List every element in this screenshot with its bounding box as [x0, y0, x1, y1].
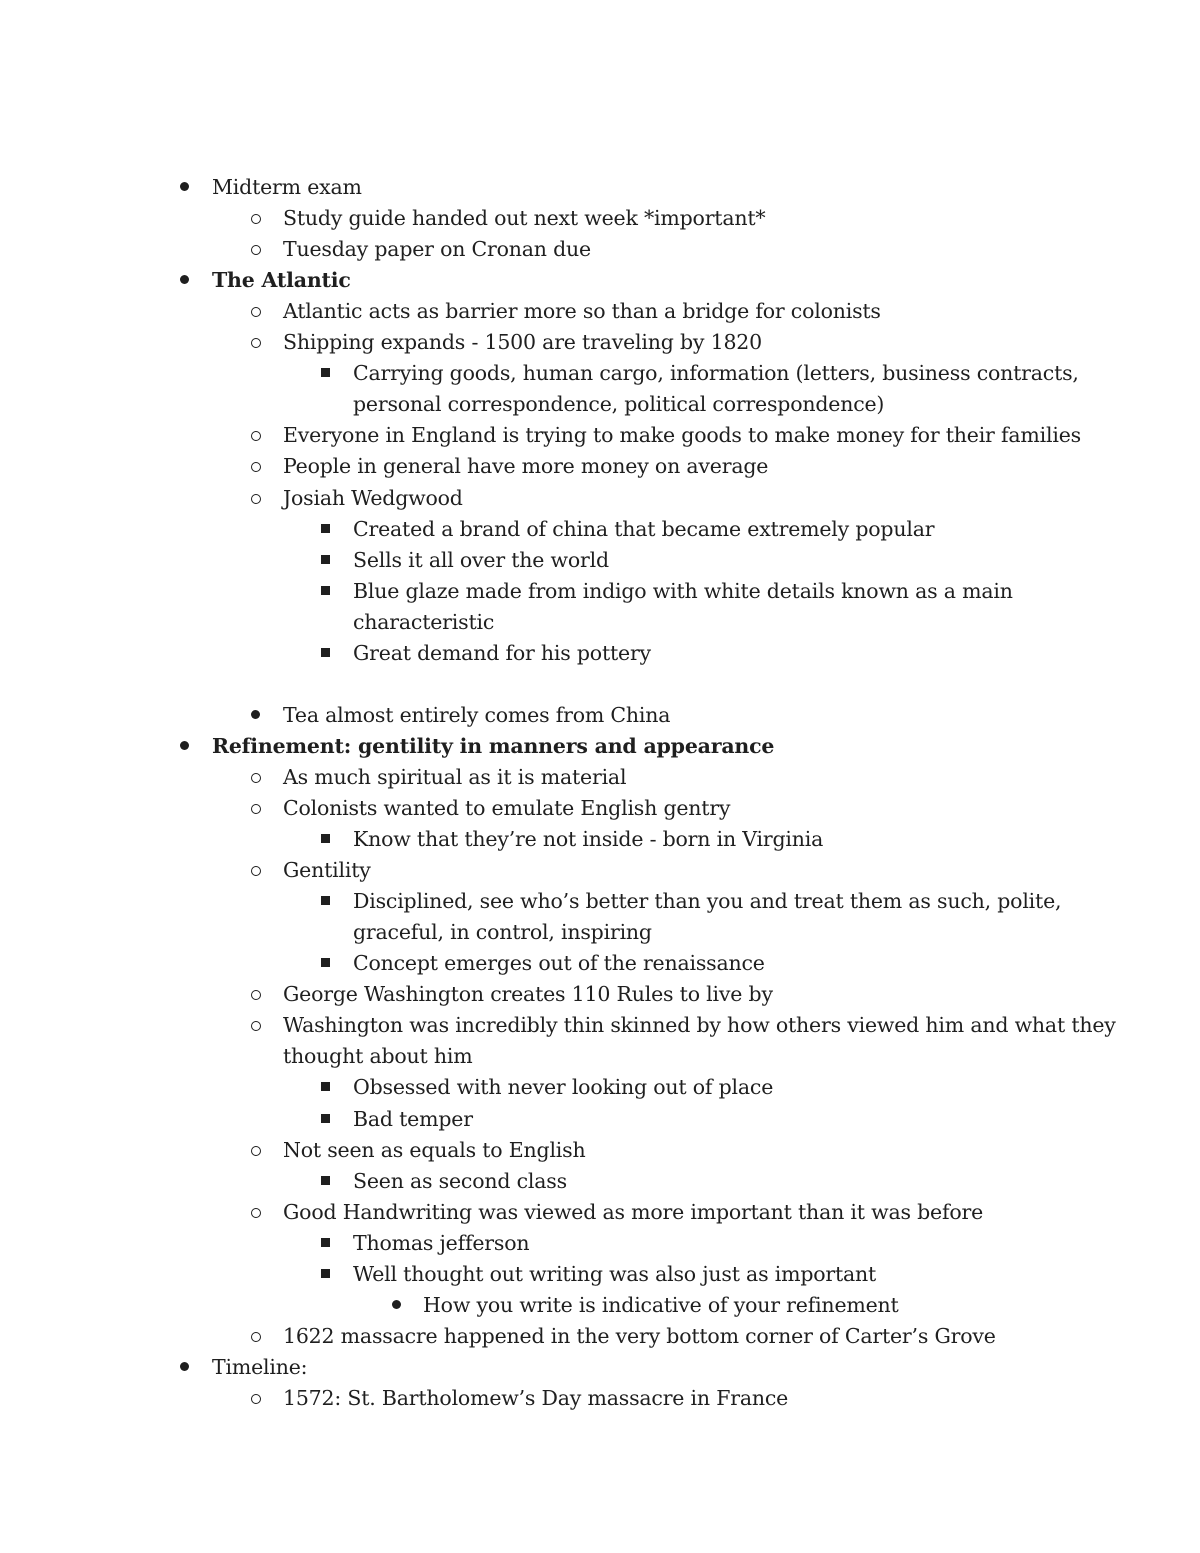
- circle-bullet-icon: [251, 773, 261, 783]
- circle-bullet-icon: [251, 431, 261, 441]
- circle-bullet-icon: [251, 494, 261, 504]
- disc-bullet-icon: [180, 1362, 189, 1371]
- list-item-text: Seen as second class: [353, 1168, 567, 1193]
- square-bullet-icon: [321, 1114, 330, 1123]
- list-item-text: As much spiritual as it is material: [283, 764, 627, 789]
- circle-bullet-icon: [251, 804, 261, 814]
- square-bullet-icon: [321, 834, 330, 843]
- circle-bullet-icon: [251, 1208, 261, 1218]
- list-item-text: People in general have more money on average: [283, 454, 769, 479]
- list-item-text: Thomas jefferson: [353, 1230, 530, 1255]
- list-item-text: Carrying goods, human cargo, information (letters, business contracts,: [353, 361, 1079, 386]
- disc-bullet-icon: [392, 1300, 401, 1309]
- list-item-text: characteristic: [353, 609, 495, 634]
- list-item-text: 1572: St. Bartholomew’s Day massacre in France: [283, 1385, 789, 1410]
- square-bullet-icon: [321, 1082, 330, 1091]
- list-item-text: Midterm exam: [212, 175, 362, 199]
- square-bullet-icon: [321, 368, 330, 377]
- list-item-text: Everyone in England is trying to make goods to make money for their families: [283, 423, 1081, 448]
- square-bullet-icon: [321, 1269, 330, 1278]
- list-item-text: Refinement: gentility in manners and appearance: [212, 733, 775, 758]
- square-bullet-icon: [321, 648, 330, 657]
- disc-bullet-icon: [251, 710, 260, 719]
- list-item-text: Know that they’re not inside - born in Virginia: [353, 827, 824, 852]
- circle-bullet-icon: [251, 462, 261, 472]
- square-bullet-icon: [321, 1238, 330, 1247]
- list-item-text: Atlantic acts as barrier more so than a bridge for colonists: [283, 299, 881, 324]
- list-item-text: Colonists wanted to emulate English gentry: [283, 796, 731, 820]
- circle-bullet-icon: [251, 1146, 261, 1156]
- list-item-text: Disciplined, see who’s better than you and treat them as such, polite,: [353, 889, 1062, 914]
- list-item-text: Tuesday paper on Cronan due: [283, 237, 591, 262]
- list-item-text: Good Handwriting was viewed as more important than it was before: [283, 1199, 984, 1224]
- list-item-text: Sells it all over the world: [353, 547, 609, 572]
- list-item-text: Shipping expands - 1500 are traveling by 1820: [283, 330, 762, 355]
- circle-bullet-icon: [251, 307, 261, 317]
- list-item-text: personal correspondence, political correspondence): [353, 392, 885, 417]
- list-item-text: Well thought out writing was also just as important: [353, 1261, 877, 1286]
- list-item-text: Not seen as equals to English: [283, 1137, 586, 1162]
- list-item-text: graceful, in control, inspiring: [353, 920, 652, 945]
- list-item-text: George Washington creates 110 Rules to live by: [283, 982, 773, 1007]
- list-item-text: Blue glaze made from indigo with white details known as a main: [353, 578, 1013, 603]
- list-item-text: The Atlantic: [212, 268, 351, 293]
- disc-bullet-icon: [180, 182, 189, 191]
- circle-bullet-icon: [251, 1021, 261, 1031]
- list-item-text: How you write is indicative of your refinement: [423, 1292, 899, 1317]
- circle-bullet-icon: [251, 338, 261, 348]
- list-item-text: Tea almost entirely comes from China: [283, 702, 671, 727]
- circle-bullet-icon: [251, 1332, 261, 1342]
- list-item-text: Timeline:: [212, 1354, 308, 1379]
- square-bullet-icon: [321, 586, 330, 595]
- list-item-text: Created a brand of china that became extremely popular: [353, 516, 935, 541]
- circle-bullet-icon: [251, 990, 261, 1000]
- list-item-text: Great demand for his pottery: [353, 640, 651, 665]
- circle-bullet-icon: [251, 1394, 261, 1404]
- list-item-text: Washington was incredibly thin skinned by how others viewed him and what they: [283, 1013, 1116, 1038]
- square-bullet-icon: [321, 555, 330, 564]
- square-bullet-icon: [321, 524, 330, 533]
- list-item-text: 1622 massacre happened in the very bottom corner of Carter’s Grove: [283, 1323, 996, 1348]
- circle-bullet-icon: [251, 214, 261, 224]
- square-bullet-icon: [321, 896, 330, 905]
- list-item-text: Concept emerges out of the renaissance: [353, 951, 765, 976]
- square-bullet-icon: [321, 958, 330, 967]
- list-item-text: thought about him: [283, 1044, 473, 1069]
- list-item-text: Josiah Wedgwood: [283, 485, 463, 510]
- list-item-text: Bad temper: [353, 1106, 473, 1131]
- circle-bullet-icon: [251, 245, 261, 255]
- list-item-text: Obsessed with never looking out of place: [353, 1075, 774, 1100]
- disc-bullet-icon: [180, 275, 189, 284]
- list-item-text: Gentility: [283, 858, 371, 883]
- square-bullet-icon: [321, 1176, 330, 1185]
- list-item-text: Study guide handed out next week *important*: [283, 206, 766, 231]
- circle-bullet-icon: [251, 866, 261, 876]
- disc-bullet-icon: [180, 741, 189, 750]
